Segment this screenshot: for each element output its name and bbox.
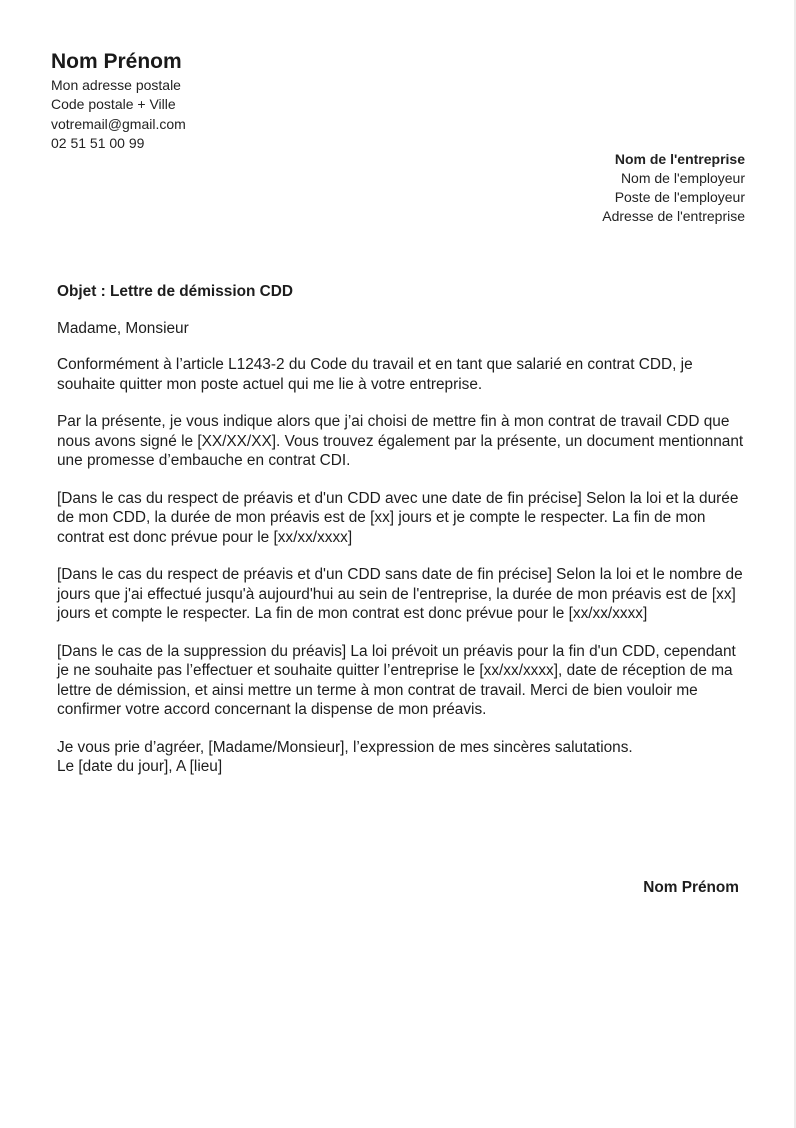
recipient-company: Nom de l'entreprise [614, 151, 745, 167]
recipient-employer-name: Nom de l'employeur [620, 170, 745, 186]
sender-address: Mon adresse postale [51, 77, 181, 93]
letter-paragraph: Par la présente, je vous indique alors que j’ai choisi de mettre fin à mon contrat de travail CDD que nous avons signé le [XX/XX/XX]. Vous trouvez également par la présente, un document mentionnant une promesse d’embauche en contrat CDI. [57, 413, 744, 469]
letter-paragraph: [Dans le cas du respect de préavis et d'un CDD sans date de fin précise] Selon la loi et le nombre de jours que j'ai effectué jusqu'à aujourd'hui au sein de l'entreprise, la durée de mon préavis est de [xx] jours et compte le respecter. La fin de mon contrat est donc prévue pour le [xx/xx/xxxx] [57, 566, 743, 622]
letter-subject: Objet : Lettre de démission CDD [57, 283, 294, 300]
sender-email: votremail@gmail.com [51, 115, 186, 132]
sender-phone: 02 51 51 00 99 [51, 134, 145, 151]
letter-paragraph: Conformément à l’article L1243-2 du Code du travail et en tant que salarié en contrat CDD, je souhaite quitter mon poste actuel qui me lie à votre entreprise. [57, 356, 693, 393]
recipient-company-address: Adresse de l'entreprise [602, 208, 745, 224]
sender-postal-city: Code postale + Ville [51, 96, 176, 113]
letter-date-place: Le [date du jour], A [lieu] [57, 758, 223, 775]
letter-greeting: Madame, Monsieur [57, 319, 189, 337]
letter-signature: Nom Prénom [643, 879, 739, 896]
letter-closing: Je vous prie d’agréer, [Madame/Monsieur], l’expression de mes sincères salutations. [57, 738, 633, 756]
sender-block [51, 49, 186, 153]
letter-paragraph: [Dans le cas du respect de préavis et d'un CDD avec une date de fin précise] Selon la loi et la durée de mon CDD, la durée de mon préavis est de [xx] jours et je compte le respecter. La fin de mon contrat est donc prévue pour le [xx/xx/xxxx] [57, 489, 739, 546]
letter-body [57, 282, 747, 777]
sender-name: Nom Prénom [51, 50, 182, 73]
recipient-employer-position: Poste de l'employeur [614, 189, 745, 205]
recipient-block [602, 150, 745, 226]
letter-paragraph: [Dans le cas de la suppression du préavis] La loi prévoit un préavis pour la fin d'un CDD, cependant je ne souhaite pas l’effectuer et souhaite quitter l’entreprise le [xx/xx/xxxx], date de réception de ma lettre de démission, et ainsi mettre un terme à mon contrat de travail. Merci de bien vouloir me confirmer votre accord concernant la dispense de mon préavis. [57, 642, 736, 718]
